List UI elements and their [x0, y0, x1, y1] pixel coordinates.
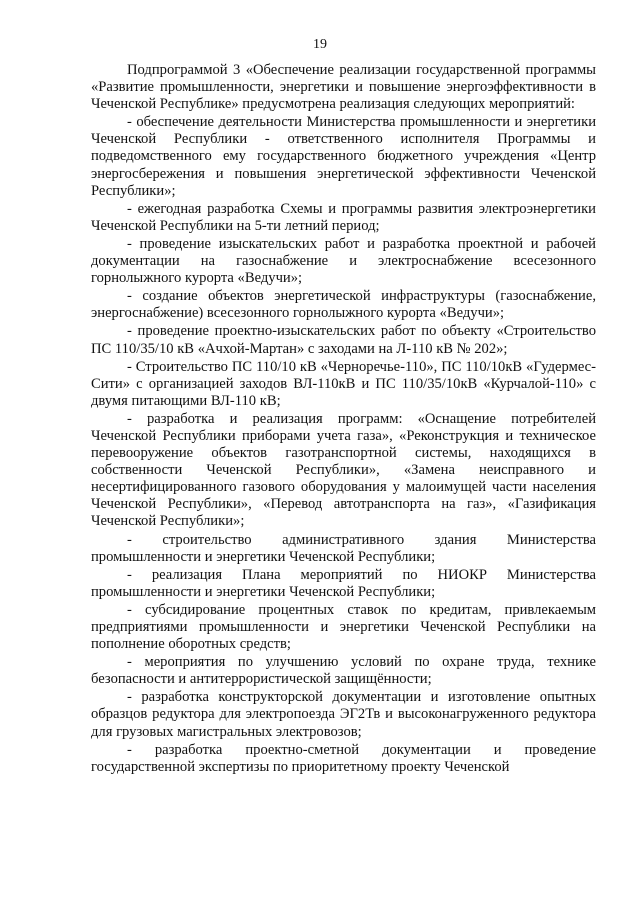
list-item: - проведение изыскательских работ и разработка проектной и рабочей документации на газоснабжение и электроснабжение всесезонного горнолыжного курорта «Ведучи»; [91, 235, 596, 287]
list-item: - Строительство ПС 110/10 кВ «Черноречье-110», ПС 110/10кВ «Гудермес-Сити» с организацией заходов ВЛ-110кВ и ПС 110/35/10кВ «Курчалой-110» с двумя питающими ВЛ-110 кВ; [91, 358, 596, 409]
list-item: - разработка проектно-сметной документации и проведение государственной экспертизы по приоритетному проекту Чеченской [91, 741, 596, 775]
list-item: - строительство административного здания Министерства промышленности и энергетики Чеченской Республики; [91, 531, 596, 565]
list-item: - проведение проектно-изыскательских работ по объекту «Строительство ПС 110/35/10 кВ «Ачхой-Мартан» с заходами на Л-110 кВ № 202»; [91, 323, 596, 357]
list-item: - мероприятия по улучшению условий по охране труда, технике безопасности и антитеррористической защищённости; [91, 654, 596, 688]
intro-paragraph: Подпрограммой 3 «Обеспечение реализации государственной программы «Развитие промышленности, энергетики и повышение энергоэффективности в Чеченской Республике» предусмотрена реализация следующих мероприятий: [91, 62, 596, 113]
list-item: - ежегодная разработка Схемы и программы развития электроэнергетики Чеченской Республики на 5-ти летний период; [91, 200, 596, 234]
page-number: 19 [313, 37, 327, 52]
list-item: - реализация Плана мероприятий по НИОКР Министерства промышленности и энергетики Чеченской Республики; [91, 566, 596, 600]
list-item: - создание объектов энергетической инфраструктуры (газоснабжение, энергоснабжение) всесезонного горнолыжного курорта «Ведучи»; [91, 288, 596, 322]
list-item: - разработка и реализация программ: «Оснащение потребителей Чеченской Республики приборами учета газа», «Реконструкция и техническое перевооружение объектов газотранспортной системы, находящихся в собственности Чеченской Республики», «Замена неисправного и несертифицированного газового оборудования у малоимущей части населения Чеченской Республики», «Перевод автотранспорта на газ», «Газификация Чеченской Республики»; [91, 410, 596, 530]
document-body [91, 62, 596, 777]
list-item: - разработка конструкторской документации и изготовление опытных образцов редуктора для электропоезда ЭГ2Тв и высоконагруженного редуктора для грузовых магистральных электровозов; [91, 689, 596, 740]
list-item: - обеспечение деятельности Министерства промышленности и энергетики Чеченской Республики - ответственного исполнителя Программы и подведомственного ему государственного бюджетного учреждения «Центр энергосбережения и повышения энергетической эффективности Чеченской Республики»; [91, 114, 596, 199]
list-item: - субсидирование процентных ставок по кредитам, привлекаемым предприятиями промышленности и энергетики Чеченской Республики на пополнение оборотных средств; [91, 601, 596, 653]
